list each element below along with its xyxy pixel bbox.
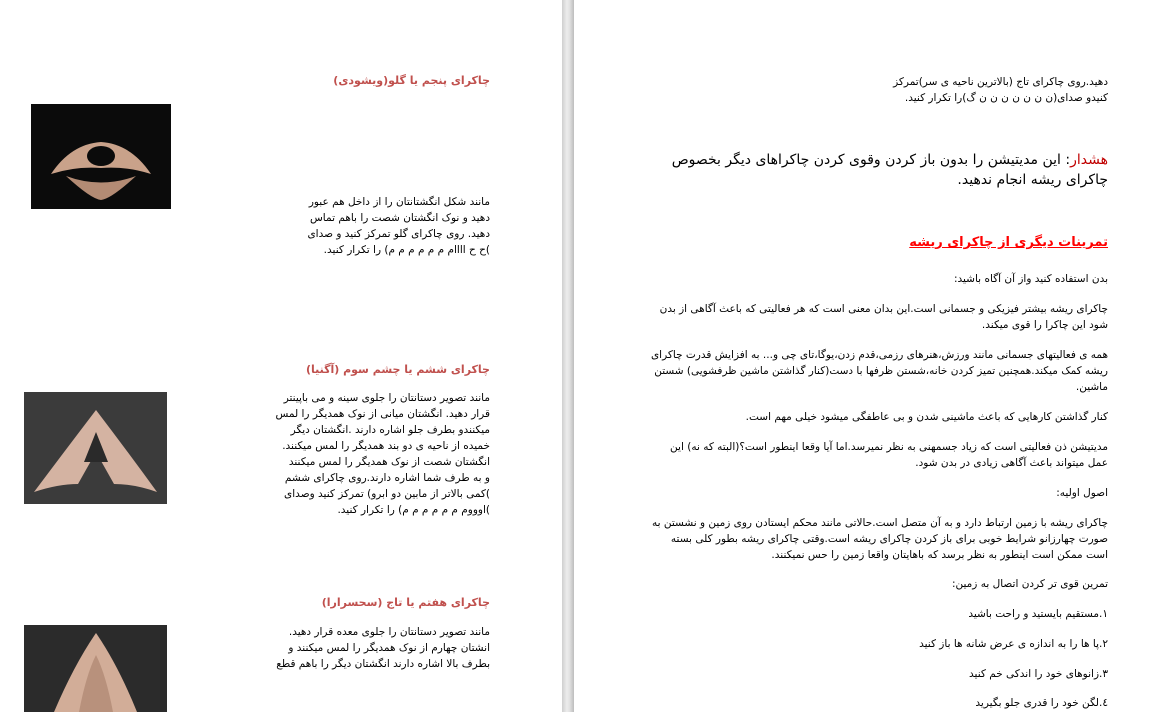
crown-mudra-image xyxy=(24,625,167,712)
chakra-7-text xyxy=(250,624,490,672)
text-line: بطرف بالا اشاره دارند انگشتان دیگر را باهم قطع xyxy=(276,658,490,670)
text-line: و به طرف شما اشاره دارند.روی چاکرای ششم xyxy=(284,472,490,484)
text-line: انگشتان شصت از نوک همدیگر را لمس میکنند xyxy=(288,456,490,468)
paragraph-6: اصول اولیه: xyxy=(1056,487,1108,499)
step-2: ٢.پا ها را به اندازه ی عرض شانه ها باز کنید xyxy=(919,638,1108,650)
chakra-5-heading: چاکرای پنجم یا گلو(ویشودی) xyxy=(333,74,490,87)
right-page xyxy=(574,0,1152,712)
text-line: )کمی بالاتر از مابین دو ابرو) تمرکز کنید وصدای xyxy=(284,488,490,500)
text-line: )ح ح اااام م م م م م م) را تکرار کنید. xyxy=(323,244,490,256)
step-4: ٤.لگن خود را قدری جلو بگیرید xyxy=(975,697,1108,709)
text-line: مانند تصویر دستانتان را جلوی معده قرار دهید. xyxy=(288,626,490,638)
throat-mudra-image xyxy=(31,104,171,209)
paragraph-2: چاکرای ریشه بیشتر فیزیکی و جسمانی است.این بدان معنی است که هر فعالیتی که باعث آگاهی از بدن شود این چاکرا را قوی میکند. xyxy=(659,303,1108,331)
text-line: مانند تصویر دستانتان را جلوی سینه و می باپینتر xyxy=(283,392,490,404)
step-3: ٣.زانوهای خود را اندکی خم کنید xyxy=(969,668,1108,680)
paragraph-1: بدن استفاده کنید واز آن آگاه باشید: xyxy=(953,273,1108,285)
text-line: دهید.روی چاکرای تاج (بالاترین ناحیه ی سر)تمرکز xyxy=(893,76,1108,88)
chakra-7-heading: چاکرای هفتم یا تاج (سحسرارا) xyxy=(321,596,490,609)
text-line: دهید. روی چاکرای گلو تمرکز کنید و صدای xyxy=(307,228,490,240)
warning-text: : این مدیتیشن را بدون باز کردن وقوی کردن چاکراهای دیگر بخصوص چاکرای ریشه انجام ندهید. xyxy=(671,152,1108,188)
chakra-5-text xyxy=(260,194,490,258)
page-gutter xyxy=(562,0,574,712)
text-line: مانند شکل انگشتانتان را از داخل هم عبور xyxy=(308,196,490,208)
text-line: )اوووم م م م م م م) را تکرار کنید. xyxy=(337,504,490,516)
chakra-6-text xyxy=(250,390,490,518)
text-line: کنیدو صدای(ن ن ن ن ن ن ن گ)را تکرار کنید. xyxy=(904,92,1108,104)
step-1: ١.مستقیم بایستید و راحت باشید xyxy=(968,608,1108,620)
text-line: خمیده از ناحیه ی دو بند همدیگر را لمس میکنند. xyxy=(282,440,490,452)
exercise-heading: تمرینات دیگری از چاکرای ریشه xyxy=(909,235,1108,250)
paragraph-8: تمرین قوی تر کردن اتصال به زمین: xyxy=(951,578,1108,590)
text-line: قرار دهید. انگشتان میانی از نوک همدیگر را لمس xyxy=(275,408,490,420)
paragraph-4: کنار گذاشتن کارهایی که باعث ماشینی شدن و بی عاطفگی میشود خیلی مهم است. xyxy=(745,411,1108,423)
text-line: میکنندو بطرف جلو اشاره دارند .انگشتان دیگر xyxy=(290,424,490,436)
crown-continued-text xyxy=(848,74,1108,106)
warning-label: هشدار xyxy=(1070,152,1108,168)
paragraph-5: مدیتیشن ذن فعالیتی است که زیاد جسمهنی به نظر نمیرسد.اما آیا وقعا اینطور است؟(البته که نه) این عمل میتواند باعث آگاهی زیادی در بدن شود. xyxy=(670,441,1108,469)
text-line: انشتان چهارم از نوک همدیگر را لمس میکنند و xyxy=(288,642,490,654)
paragraph-3: همه ی فعالیتهای جسمانی مانند ورزش،هنرهای رزمی،قدم زدن،یوگا،تای چی و... به افزایش قدرت چاکرای ریشه کمک میکند.همچنین تمیز کردن خانه،شستن ظرفها با دست(کنار گذاشتن ماشین ظرفشویی) شستن ماشین. xyxy=(650,349,1108,393)
warning-paragraph xyxy=(648,150,1108,190)
third-eye-mudra-image xyxy=(24,392,167,504)
left-page xyxy=(0,0,562,712)
text-line: دهید و نوک انگشتان شصت را باهم تماس xyxy=(309,212,490,224)
paragraph-7: چاکرای ریشه با زمین ارتباط دارد و به آن متصل است.حالاتی مانند محکم ایستادن روی زمین و نشستن به صورت چهارزانو شرایط خوبی برای باز کردن چاکرای ریشه است.وقتی چاکرای ریشه بطور کلی بسته است ممکن است اینطور به نظر برسد که باهایتان واقعا زمین را حس نمیکنند. xyxy=(651,517,1108,561)
chakra-6-heading: چاکرای ششم یا چشم سوم (آگنیا) xyxy=(305,363,490,376)
